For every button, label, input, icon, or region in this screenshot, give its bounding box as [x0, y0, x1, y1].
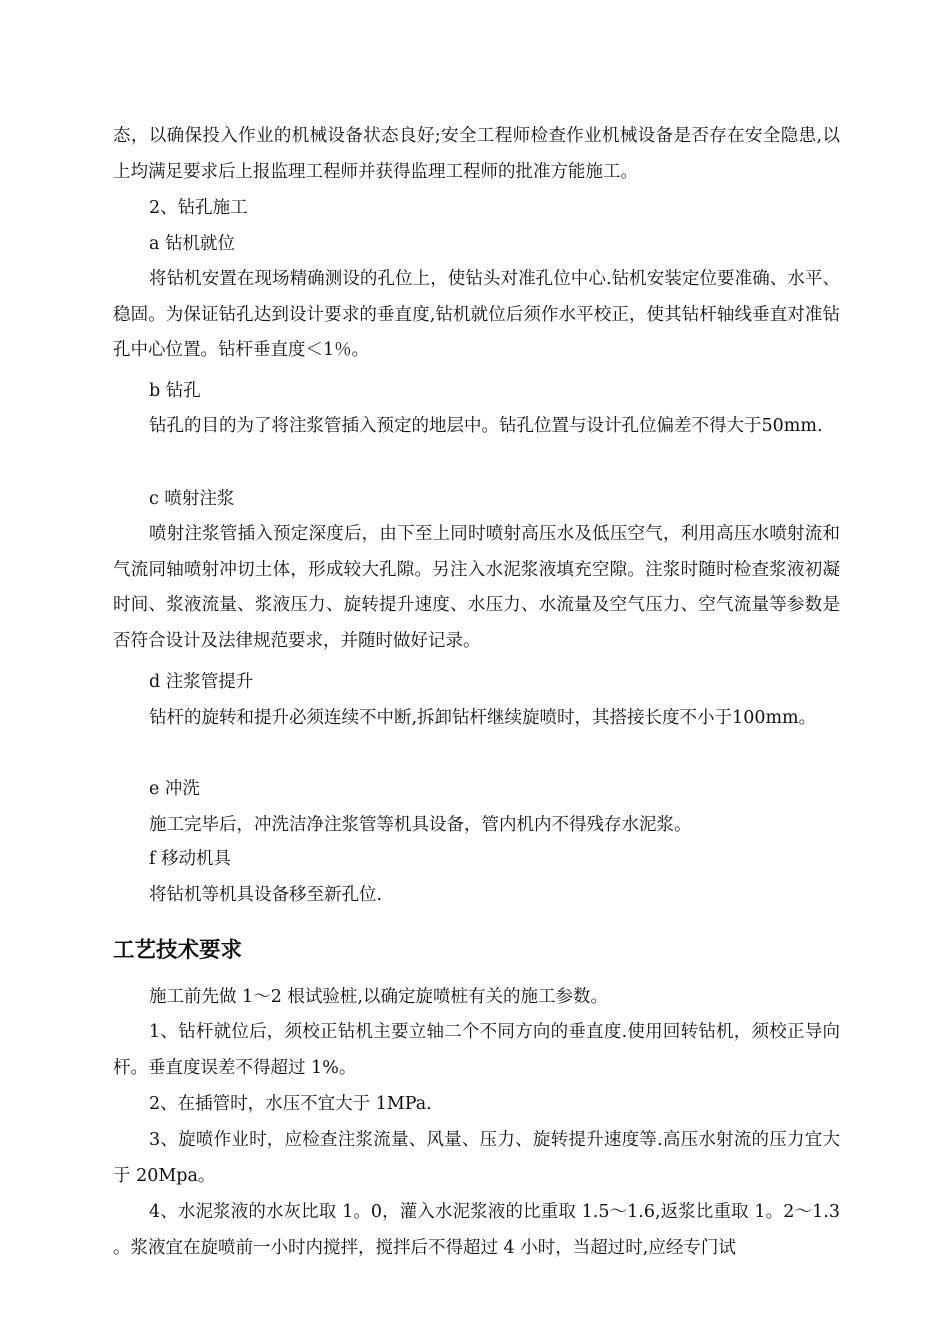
subheading-drilling: b 钻孔: [149, 381, 201, 401]
paragraph-req-4: 4、水泥浆液的水灰比取 1。0，灌入水泥浆液的比重取 1.5～1.6,返浆比重取 1。2～1.3 。浆液宜在旋喷前一小时内搅拌，搅拌后不得超过 4 小时，当超过时,应经专门试: [113, 1202, 840, 1258]
subheading-pipe-lifting: d 注浆管提升: [149, 672, 254, 692]
paragraph-rig-positioning: 将钻机安置在现场精确测设的孔位上，使钻头对准孔位中心.钻机安装定位要准确、水平、稳固。为保证钻孔达到设计要求的垂直度,钻机就位后须作水平校正，使其钻杆轴线垂直对准钻孔中心位置。钻杆垂直度＜1％。: [113, 269, 840, 360]
subheading-jet-grouting: c 喷射注浆: [149, 489, 235, 509]
paragraph-continuation: 态，以确保投入作业的机械设备状态良好;安全工程师检查作业机械设备是否存在安全隐患,以上均满足要求后上报监理工程师并获得监理工程师的批准方能施工。: [113, 126, 840, 182]
paragraph-pipe-lifting: 钻杆的旋转和提升必须连续不中断,拆卸钻杆继续旋喷时，其搭接长度不小于100mm。: [149, 708, 817, 728]
subheading-move-equipment: f 移动机具: [149, 849, 232, 869]
subheading-flushing: e 冲洗: [149, 779, 200, 799]
paragraph-move-equipment: 将钻机等机具设备移至新孔位.: [149, 885, 383, 905]
paragraph-req-1: 1、钻杆就位后，须校正钻机主要立轴二个不同方向的垂直度.使用回转钻机，须校正导向杆。垂直度误差不得超过 1%。: [113, 1022, 840, 1078]
paragraph-drilling: 钻孔的目的为了将注浆管插入预定的地层中。钻孔位置与设计孔位偏差不得大于50mm.: [149, 416, 823, 436]
subheading-rig-positioning: a 钻机就位: [149, 234, 235, 254]
paragraph-req-2: 2、在插管时，水压不宜大于 1MPa.: [149, 1094, 432, 1114]
paragraph-flushing: 施工完毕后，冲洗洁净注浆管等机具设备，管内机内不得残存水泥浆。: [149, 815, 692, 835]
section-heading: 工艺技术要求: [113, 938, 243, 963]
paragraph-trial-pile: 施工前先做 1～2 根试验桩,以确定旋喷桩有关的施工参数。: [149, 987, 608, 1007]
paragraph-jet-grouting: 喷射注浆管插入预定深度后，由下至上同时喷射高压水及低压空气，利用高压水喷射流和气流同轴喷射冲切土体，形成较大孔隙。另注入水泥浆液填充空隙。注浆时随时检查浆液初凝时间、浆液流量、浆液压力、旋转提升速度、水压力、水流量及空气压力、空气流量等参数是否符合设计及法律规范要求，并随时做好记录。: [113, 524, 840, 651]
section-drilling: 2、钻孔施工: [149, 198, 248, 218]
paragraph-req-3: 3、旋喷作业时，应检查注浆流量、风量、压力、旋转提升速度等.高压水射流的压力宜大于 20Mpa。: [113, 1130, 840, 1186]
